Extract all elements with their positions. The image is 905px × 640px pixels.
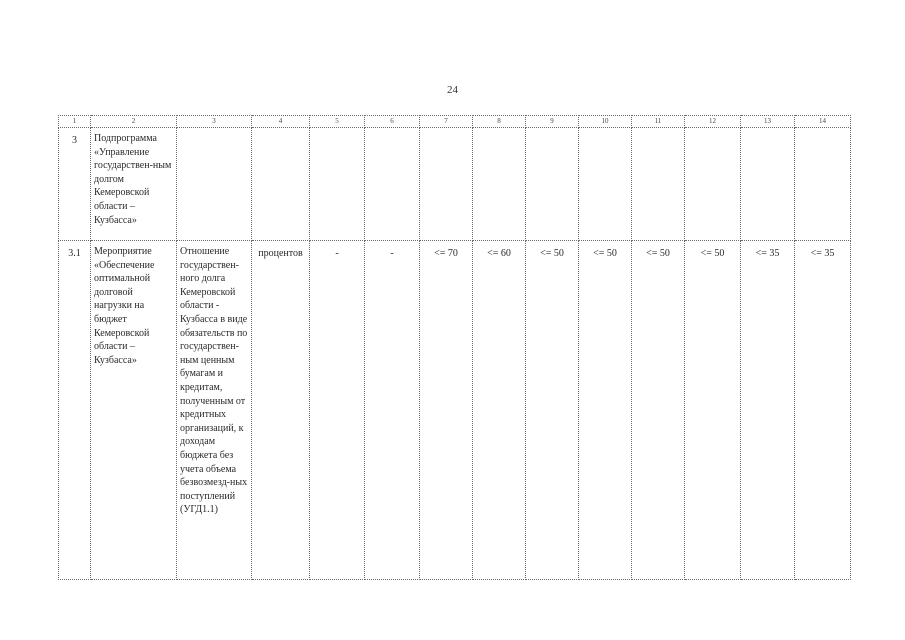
column-header: 6 bbox=[365, 116, 420, 128]
value-cell bbox=[420, 128, 473, 241]
value-cell: <= 60 bbox=[473, 241, 526, 580]
column-header: 10 bbox=[579, 116, 632, 128]
table-row-subprogram bbox=[59, 128, 851, 241]
data-table bbox=[58, 115, 851, 580]
value-cell bbox=[473, 128, 526, 241]
column-header: 4 bbox=[252, 116, 310, 128]
row-number-cell: 3 bbox=[59, 128, 91, 241]
value-cell bbox=[365, 128, 420, 241]
name-cell: Подпрограмма «Управление государствен-ным долгом Кемеровской области – Кузбасса» bbox=[91, 128, 177, 241]
value-cell bbox=[685, 128, 741, 241]
value-cell bbox=[526, 128, 579, 241]
table-header-row bbox=[59, 116, 851, 128]
unit-cell bbox=[252, 128, 310, 241]
column-header: 3 bbox=[177, 116, 252, 128]
indicator-cell: Отношение государствен-ного долга Кемеровской области - Кузбасса в виде обязательств по государствен-ным ценным бумагам и кредитам, полученным от кредитных организаций, к доходам бюджета без учета объема безвозмезд-ных поступлений (УГД1.1) bbox=[177, 241, 252, 580]
column-header: 8 bbox=[473, 116, 526, 128]
value-cell: - bbox=[310, 241, 365, 580]
value-cell: <= 35 bbox=[795, 241, 851, 580]
value-cell: <= 35 bbox=[741, 241, 795, 580]
value-cell bbox=[632, 128, 685, 241]
unit-cell: процентов bbox=[252, 241, 310, 580]
column-header: 11 bbox=[632, 116, 685, 128]
value-cell bbox=[741, 128, 795, 241]
indicator-cell bbox=[177, 128, 252, 241]
value-cell: <= 50 bbox=[579, 241, 632, 580]
name-cell: Мероприятие «Обеспечение оптимальной долговой нагрузки на бюджет Кемеровской области – Кузбасса» bbox=[91, 241, 177, 580]
column-header: 13 bbox=[741, 116, 795, 128]
page-number: 24 bbox=[447, 84, 458, 96]
value-cell: <= 50 bbox=[526, 241, 579, 580]
column-header: 14 bbox=[795, 116, 851, 128]
column-header: 2 bbox=[91, 116, 177, 128]
value-cell: <= 50 bbox=[685, 241, 741, 580]
value-cell: <= 50 bbox=[632, 241, 685, 580]
value-cell bbox=[579, 128, 632, 241]
column-header: 5 bbox=[310, 116, 365, 128]
column-header: 9 bbox=[526, 116, 579, 128]
value-cell: - bbox=[365, 241, 420, 580]
column-header: 7 bbox=[420, 116, 473, 128]
row-number-cell: 3.1 bbox=[59, 241, 91, 580]
column-header: 1 bbox=[59, 116, 91, 128]
value-cell bbox=[795, 128, 851, 241]
value-cell: <= 70 bbox=[420, 241, 473, 580]
value-cell bbox=[310, 128, 365, 241]
column-header: 12 bbox=[685, 116, 741, 128]
table-row-measure bbox=[59, 241, 851, 580]
